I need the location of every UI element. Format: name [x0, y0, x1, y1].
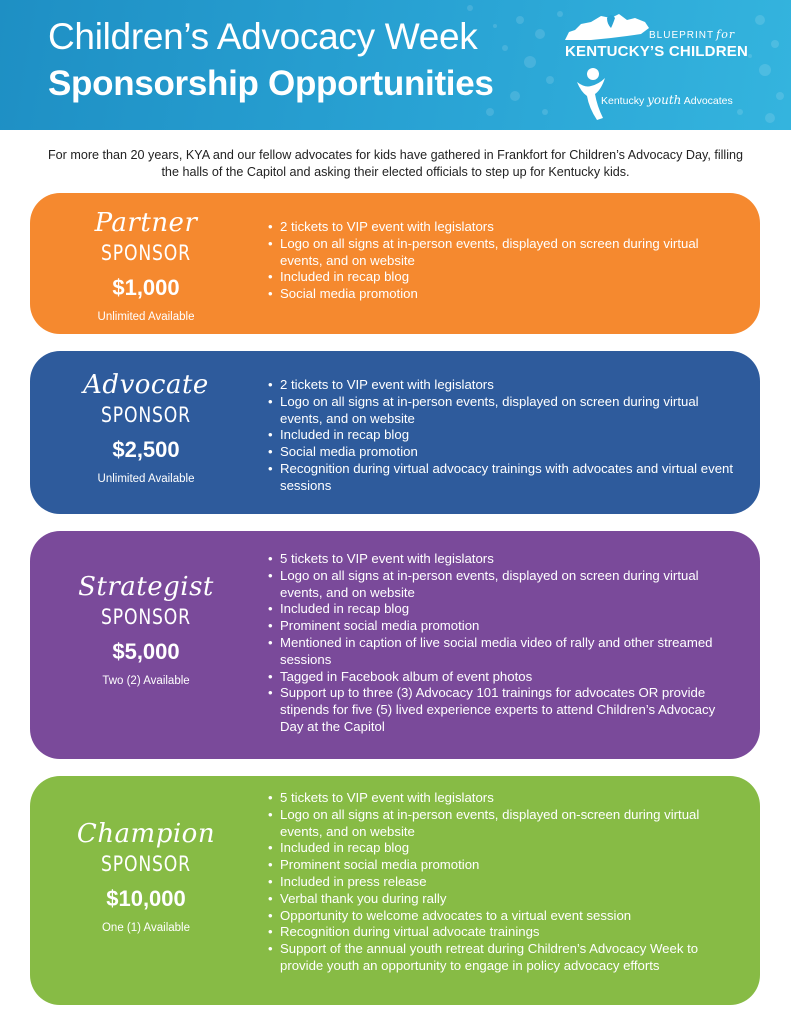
benefit-item: • Included in recap blog — [268, 269, 738, 286]
intro-paragraph: For more than 20 years, KYA and our fellow advocates for kids have gathered in Frankfort for Children’s Advocacy Day, filling the halls of the Capitol and asking their elected officials to step up for Kentucky kids. — [47, 148, 744, 179]
advocate-sponsor-card — [30, 351, 760, 514]
tier-price: $5,000 — [112, 639, 180, 664]
benefit-item: • Included in recap blog — [268, 601, 738, 618]
benefits-list — [268, 377, 738, 495]
tier-info — [30, 571, 262, 689]
tier-price: $2,500 — [112, 437, 180, 462]
benefits-list — [268, 551, 738, 736]
benefit-item: • Included in recap blog — [268, 840, 738, 857]
tier-availability: Two (2) Available — [102, 675, 190, 687]
benefit-item: • Tagged in Facebook album of event photos — [268, 669, 738, 686]
tier-availability: Unlimited Available — [97, 311, 195, 323]
benefit-item: • Included in recap blog — [268, 427, 738, 444]
tier-availability: One (1) Available — [101, 922, 190, 934]
kya-label: Kentucky youth Advocates — [601, 93, 733, 107]
benefit-item: • Logo on all signs at in-person events, displayed on screen during virtual events, and on website — [268, 568, 738, 602]
tier-availability: Unlimited Available — [97, 473, 195, 485]
kentucky-children-label: KENTUCKY’S CHILDREN — [565, 43, 748, 60]
benefit-item: • 2 tickets to VIP event with legislators — [268, 377, 738, 394]
benefit-item: • 5 tickets to VIP event with legislators — [268, 551, 738, 568]
benefit-item: • Verbal thank you during rally — [268, 891, 738, 908]
benefit-item: • Logo on all signs at in-person events, displayed on screen during virtual events, and on website — [268, 394, 738, 428]
champion-sponsor-card — [30, 776, 760, 1005]
tier-name: Champion — [76, 819, 216, 849]
benefit-item: • Social media promotion — [268, 444, 738, 461]
header-banner — [0, 0, 791, 130]
benefits-list — [268, 219, 738, 303]
kentucky-map-icon — [561, 10, 651, 44]
partner-sponsor-card — [30, 193, 760, 334]
tier-price: $10,000 — [106, 886, 186, 911]
tier-info — [30, 818, 262, 936]
tier-sponsor-label: SPONSOR — [101, 241, 191, 265]
tier-name: Advocate — [83, 370, 209, 400]
tier-sponsor-label: SPONSOR — [101, 403, 191, 427]
blueprint-kentucky-children-logo — [561, 10, 751, 66]
tier-price: $1,000 — [112, 275, 180, 300]
benefit-item: • Prominent social media promotion — [268, 857, 738, 874]
tier-name: Partner — [94, 208, 198, 238]
benefit-item: • Recognition during virtual advocacy trainings with advocates and virtual event sessions — [268, 461, 738, 495]
page-title-line-1: Children’s Advocacy Week — [48, 16, 478, 57]
benefit-item: • Opportunity to welcome advocates to a virtual event session — [268, 908, 738, 925]
benefit-item: • 5 tickets to VIP event with legislators — [268, 790, 738, 807]
benefit-item: • Logo on all signs at in-person events, displayed on screen during virtual events, and on website — [268, 236, 738, 270]
benefit-item: • Mentioned in caption of live social media video of rally and other streamed sessions — [268, 635, 738, 669]
tier-info — [30, 207, 262, 325]
benefit-item: • Included in press release — [268, 874, 738, 891]
tier-sponsor-label: SPONSOR — [101, 605, 191, 629]
tier-name: Strategist — [78, 572, 214, 602]
benefit-item: • 2 tickets to VIP event with legislators — [268, 219, 738, 236]
strategist-sponsor-card — [30, 531, 760, 759]
benefit-item: • Logo on all signs at in-person events, displayed on-screen during virtual events, and on website — [268, 807, 738, 841]
benefit-item: • Social media promotion — [268, 286, 738, 303]
tier-sponsor-label: SPONSOR — [101, 852, 191, 876]
benefit-item: • Prominent social media promotion — [268, 618, 738, 635]
benefit-item: • Recognition during virtual advocate trainings — [268, 924, 738, 941]
tier-info — [30, 369, 262, 487]
kentucky-youth-advocates-logo — [573, 66, 763, 122]
benefit-item: • Support up to three (3) Advocacy 101 trainings for advocates OR provide stipends for five (5) lived experience experts to attend Children’s Advocacy Day at the Capitol — [268, 685, 738, 735]
page-title-line-2: Sponsorship Opportunities — [48, 64, 494, 103]
benefit-item: • Support of the annual youth retreat during Children’s Advocacy Week to provide youth an opportunity to engage in policy advocacy efforts — [268, 941, 738, 975]
benefits-list — [268, 790, 738, 975]
blueprint-label: BLUEPRINT for — [649, 28, 736, 41]
